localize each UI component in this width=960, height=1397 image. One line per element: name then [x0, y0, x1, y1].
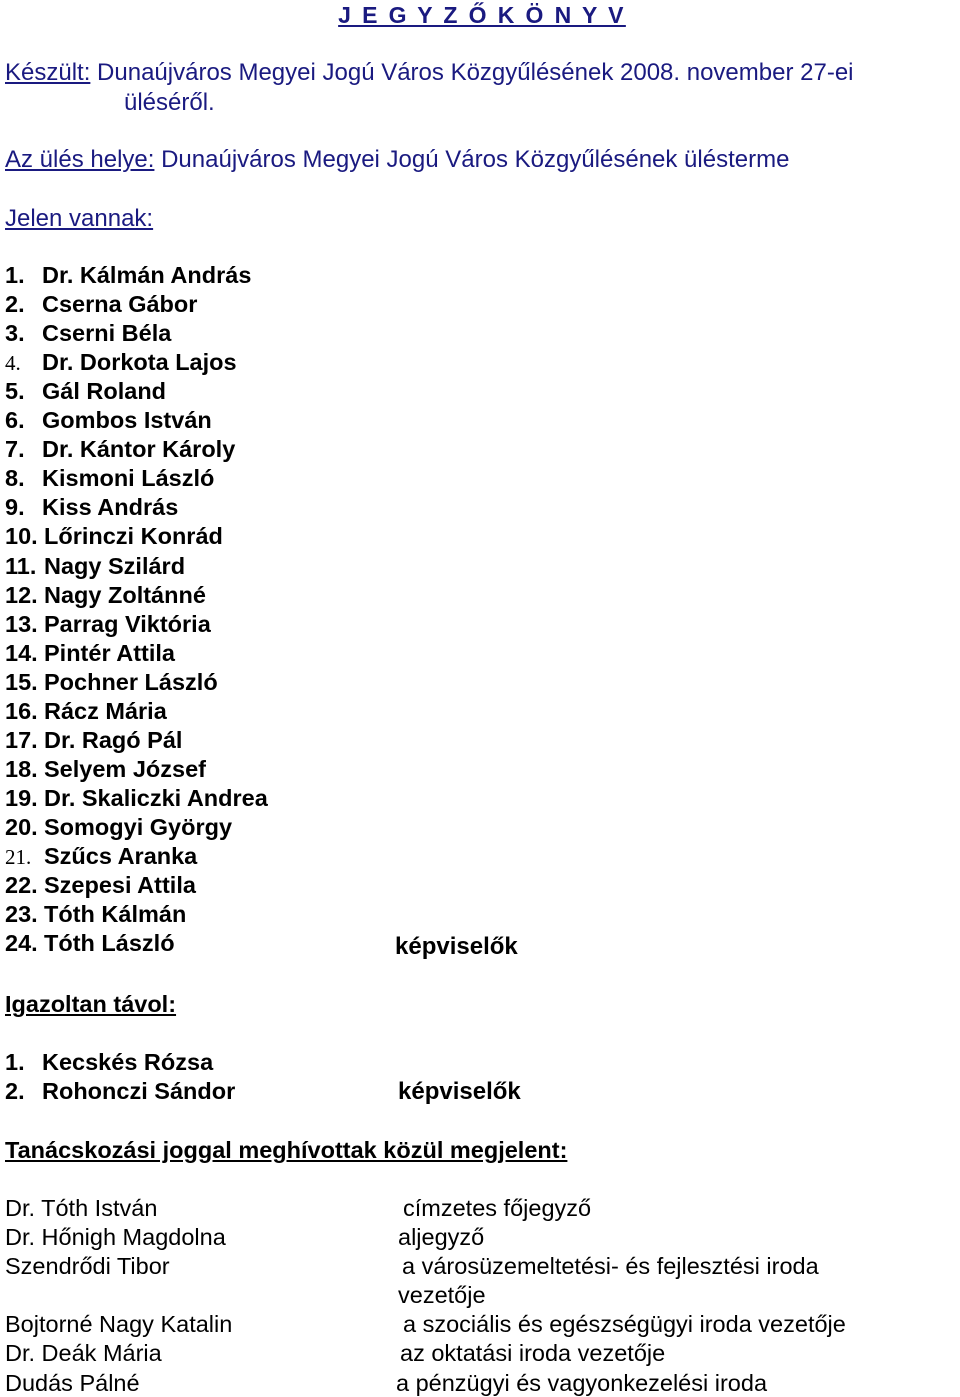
member-number: 10. — [5, 523, 38, 550]
invited-role: a városüzemeltetési- és fejlesztési iroda — [402, 1253, 819, 1279]
member-number: 11. — [5, 552, 37, 579]
invited-name: Szendrődi Tibor — [5, 1253, 170, 1279]
member-number: 6. — [5, 407, 25, 434]
member-name: Somogyi György — [44, 813, 233, 840]
excused-name: Kecskés Rózsa — [42, 1049, 214, 1075]
invited-role: a szociális és egészségügyi iroda vezetője — [403, 1311, 846, 1337]
venue-label: Az ülés helye: — [5, 146, 155, 173]
invited-role: a pénzügyi és vagyonkezelési iroda — [396, 1370, 768, 1396]
meeting-label-row — [5, 59, 854, 87]
member-number: 8. — [5, 465, 25, 492]
invited-role: aljegyző — [398, 1224, 485, 1250]
member-name: Parrag Viktória — [44, 610, 211, 637]
member-name: Pintér Attila — [44, 639, 176, 666]
member-name: Pochner László — [44, 668, 218, 695]
member-number: 24. — [5, 930, 38, 957]
member-number: 21. — [5, 845, 32, 869]
member-number: 14. — [5, 639, 38, 666]
member-number: 1. — [5, 262, 25, 288]
member-number: 7. — [5, 436, 25, 463]
member-name: Selyem József — [44, 755, 206, 782]
invited-name: Dr. Deák Mária — [5, 1340, 162, 1366]
member-number: 16. — [5, 697, 38, 724]
member-name: Kismoni László — [42, 465, 215, 492]
invited-name: Bojtorné Nagy Katalin — [5, 1311, 233, 1337]
document-title: J E G Y Z Ő K Ö N Y V — [338, 2, 626, 28]
member-name: Szűcs Aranka — [44, 843, 198, 869]
member-name: Dr. Dorkota Lajos — [42, 349, 237, 376]
meeting-text-cont: üléséről. — [124, 89, 215, 116]
member-name: Cserna Gábor — [42, 291, 198, 318]
member-number: 3. — [5, 320, 25, 347]
invited-name: Dudás Pálné — [5, 1370, 140, 1396]
meeting-label: Készült: — [5, 59, 91, 86]
present-suffix: képviselők — [395, 933, 518, 960]
member-name: Gál Roland — [42, 378, 167, 405]
member-name: Tóth László — [44, 930, 175, 957]
member-name: Rácz Mária — [44, 697, 167, 724]
member-name: Nagy Zoltánné — [44, 581, 206, 608]
invited-role: az oktatási iroda vezetője — [400, 1340, 666, 1366]
member-name: Kiss András — [42, 494, 179, 521]
member-number: 22. — [5, 872, 38, 899]
member-number: 2. — [5, 291, 25, 318]
member-name: Lőrinczi Konrád — [44, 523, 223, 550]
member-name: Dr. Skaliczki Andrea — [44, 784, 268, 811]
member-number: 9. — [5, 494, 25, 521]
member-number: 5. — [5, 378, 25, 405]
member-name: Tóth Kálmán — [44, 901, 187, 928]
invited-role: címzetes főjegyző — [403, 1195, 592, 1221]
member-number: 23. — [5, 901, 38, 928]
present-heading: Jelen vannak: — [5, 205, 154, 232]
invited-name: Dr. Tóth István — [5, 1195, 158, 1221]
venue-text: Dunaújváros Megyei Jogú Város Közgyűlésének ülésterme — [161, 146, 790, 173]
member-number: 20. — [5, 813, 38, 840]
member-name: Nagy Szilárd — [44, 552, 186, 579]
member-name: Dr. Kálmán András — [42, 262, 252, 288]
member-number: 13. — [5, 610, 38, 637]
excused-number: 1. — [5, 1049, 25, 1075]
member-name: Gombos István — [42, 407, 212, 434]
member-number: 19. — [5, 784, 38, 811]
member-name: Cserni Béla — [42, 320, 172, 347]
member-name: Szepesi Attila — [44, 872, 196, 899]
excused-name: Rohonczi Sándor — [42, 1078, 236, 1104]
member-number: 4. — [5, 351, 21, 376]
member-number: 18. — [5, 755, 38, 782]
member-name: Dr. Ragó Pál — [44, 726, 183, 753]
member-name: Dr. Kántor Károly — [42, 436, 236, 463]
excused-suffix: képviselők — [398, 1078, 521, 1105]
excused-heading: Igazoltan távol: — [5, 991, 177, 1017]
invited-name: Dr. Hőnigh Magdolna — [5, 1224, 226, 1250]
member-number: 12. — [5, 581, 38, 608]
invited-role-cont: vezetője — [398, 1282, 486, 1308]
venue-row — [5, 146, 789, 174]
invited-heading: Tanácskozási joggal meghívottak közül megjelent: — [5, 1137, 568, 1163]
excused-number: 2. — [5, 1078, 25, 1104]
member-number: 15. — [5, 668, 38, 695]
member-number: 17. — [5, 726, 38, 753]
meeting-text: Dunaújváros Megyei Jogú Város Közgyűlésének 2008. november 27-ei — [97, 59, 854, 86]
